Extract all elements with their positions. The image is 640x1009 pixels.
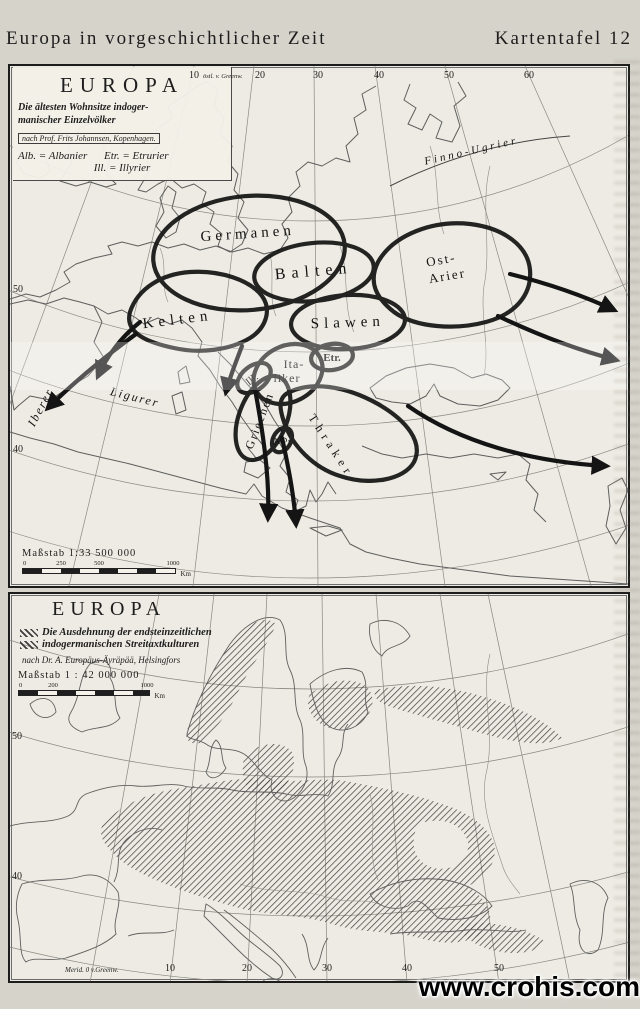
top-lon-note: östl. v. Greenw. <box>203 73 243 80</box>
map-label-ostarier-2: Arier <box>427 264 467 287</box>
bottom-lat-tick-50: 50 <box>12 731 22 742</box>
map-label-slawen: Slawen <box>310 313 386 333</box>
bottom-scale-tick-1000: 1000 <box>140 682 154 689</box>
map-label-germanen: Germanen <box>200 222 296 246</box>
map-label-albanier: Alb. <box>272 434 291 449</box>
map-label-ostarier-1: Ost- <box>424 249 458 270</box>
top-scale-tick-0: 0 <box>23 560 27 567</box>
bottom-map-drawing <box>10 594 628 981</box>
top-map-panel <box>8 64 630 588</box>
map-label-ligurer: Ligurer <box>108 384 162 410</box>
abbrev-albanier: Alb. = Albanier <box>18 149 88 162</box>
top-map-legend <box>13 67 232 181</box>
top-scale-tick-500: 500 <box>94 560 104 567</box>
top-legend-line1: Die ältesten Wohnsitze indoger- <box>18 102 149 113</box>
bottom-scale-label: Maßstab 1 : 42 000 000 <box>18 670 140 681</box>
top-map-title: EUROPA <box>59 73 185 97</box>
bottom-scale-tick-0: 0 <box>19 682 23 689</box>
top-lon-tick-50: 50 <box>444 70 454 81</box>
bottom-legend-source: nach Dr. A. Europäus-Äyräpää, Helsingfors <box>22 655 181 665</box>
bottom-map-panel <box>8 592 630 983</box>
top-scale-tick-1000: 1000 <box>166 560 180 567</box>
map-label-thraker: Thraker <box>305 411 358 481</box>
map-label-finnougrier: Finno-Ugrier <box>423 134 520 168</box>
top-lon-tick-40: 40 <box>374 70 384 81</box>
map-label-etrurier: Etr. <box>323 352 341 364</box>
bottom-legend-line2: indogermanischen Streitaxtkulturen <box>42 639 200 650</box>
top-scale-label: Maßstab 1:33 500 000 <box>22 548 137 559</box>
top-legend-source: nach Prof. Frits Johannsen, Kopenhagen. <box>18 133 160 144</box>
top-lat-tick-40: 40 <box>13 444 23 455</box>
map-label-griechen: Griechen <box>241 390 277 452</box>
bottom-lon-tick-40: 40 <box>402 963 412 974</box>
hatch-swatch-icon <box>20 629 38 637</box>
map-label-kelten: Kelten <box>141 307 214 333</box>
bottom-lon-note: Merid. 0 v.Greenw. <box>65 966 119 974</box>
top-lon-tick-10: 10 <box>189 70 199 81</box>
bottom-lon-tick-30: 30 <box>322 963 332 974</box>
top-scale-unit: Km <box>180 570 191 578</box>
bottom-lon-tick-10: 10 <box>165 963 175 974</box>
watermark: www.crohis.com <box>418 971 640 1002</box>
bottom-scale-unit: Km <box>154 692 165 700</box>
abbrev-illyrier: Ill. = Illyrier <box>93 161 151 174</box>
top-lat-tick-50: 50 <box>13 284 23 295</box>
map-label-iberer: Iberer <box>24 385 57 429</box>
top-scale-tick-250: 250 <box>56 560 66 567</box>
page-header <box>6 28 634 54</box>
map-label-italiker-2: liker <box>273 371 301 385</box>
bottom-lon-tick-20: 20 <box>242 963 252 974</box>
bottom-lon-tick-50: 50 <box>494 963 504 974</box>
top-lon-tick-30: 30 <box>313 70 323 81</box>
abbrev-etrurier: Etr. = Etrurier <box>104 149 169 162</box>
plate-number: Kartentafel 12 <box>494 28 632 49</box>
bottom-lat-tick-40: 40 <box>12 871 22 882</box>
page-title: Europa in vorgeschichtlicher Zeit <box>6 28 327 49</box>
map-label-italiker-1: Ita- <box>283 357 305 371</box>
top-lon-tick-60: 60 <box>524 70 534 81</box>
map-label-balten: Balten <box>274 259 354 284</box>
top-map-scale <box>22 548 191 578</box>
bottom-map-scale <box>18 670 165 700</box>
top-lon-tick-20: 20 <box>255 70 265 81</box>
bottom-scale-tick-200: 200 <box>48 682 58 689</box>
bottom-map-legend <box>20 627 212 651</box>
bottom-legend-line1: Die Ausdehnung der endsteinzeitlichen <box>42 627 212 638</box>
bottom-scale-bar <box>18 682 165 700</box>
top-legend-line2: manischer Einzelvölker <box>18 114 116 126</box>
hatch-swatch-icon <box>20 641 38 649</box>
top-scale-bar <box>22 560 191 578</box>
bottom-map-title: EUROPA <box>52 598 167 620</box>
map-label-illyrier: Ill. <box>243 371 261 389</box>
